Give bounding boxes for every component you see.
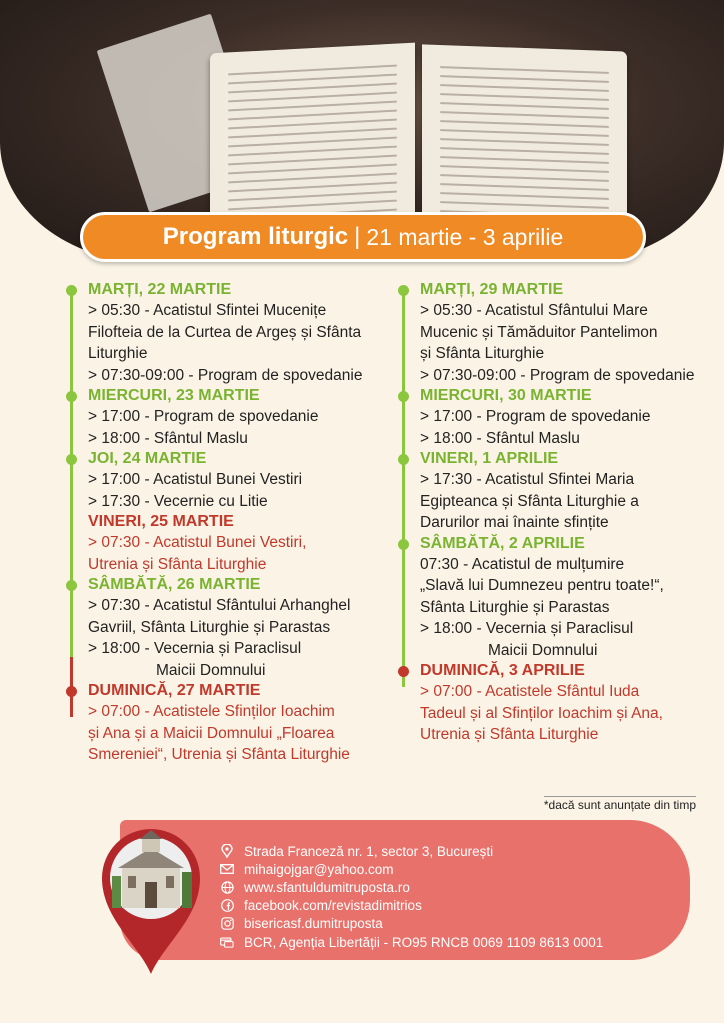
event-line: > 05:30 - Acatistul Sfântului Mare — [420, 302, 648, 319]
event-line: > 07:30 - Acatistul Sfântului Arhanghel — [88, 597, 351, 614]
event-line: > 17:00 - Program de spovedanie — [420, 408, 651, 425]
day-title: SÂMBĂTĂ, 2 APRILIE — [420, 534, 585, 552]
day-block — [400, 386, 710, 449]
day-title: MARȚI, 22 MARTIE — [88, 281, 232, 298]
event-line: Gavriil, Sfânta Liturghie și Parastas — [88, 618, 331, 636]
contact-instagram — [220, 915, 603, 933]
email-icon — [220, 862, 234, 876]
instagram-link[interactable]: bisericasf.dumitruposta — [244, 916, 383, 932]
event-line: > 18:00 - Vecernia și Paraclisul — [420, 620, 634, 637]
event-line: Egipteanca și Sfânta Liturghie a — [420, 492, 639, 510]
event-line: Mucenic și Tămăduitor Pantelimon — [420, 323, 658, 341]
event-line: Maicii Domnului — [156, 661, 266, 679]
bank-card-icon — [220, 935, 234, 949]
event-line: > 17:00 - Program de spovedanie — [88, 408, 319, 425]
banner-separator: | — [354, 223, 361, 250]
bank-account-text: BCR, Agenția Libertății - RO95 RNCB 0069 1109 8613 0001 — [244, 934, 604, 950]
timeline-dot — [66, 686, 77, 697]
event-line: Maicii Domnului — [488, 641, 598, 659]
facebook-icon — [220, 899, 234, 913]
banner-dates: 21 martie - 3 aprilie — [366, 223, 564, 250]
event-line: Smereniei“, Utrenia și Sfânta Liturghie — [88, 746, 350, 763]
timeline-dot — [66, 285, 77, 296]
contact-website — [220, 878, 603, 896]
day-title: MARȚI, 29 MARTIE — [420, 281, 564, 298]
timeline-dot — [398, 391, 409, 402]
day-block — [400, 280, 710, 386]
day-title: MIERCURI, 23 MARTIE — [88, 387, 260, 404]
day-block — [68, 386, 386, 449]
day-title: VINERI, 25 MARTIE — [88, 513, 234, 530]
event-line: 07:30 - Acatistul de mulțumire — [420, 555, 625, 573]
event-line: Utrenia și Sfânta Liturghie — [88, 555, 267, 573]
contact-email — [220, 860, 603, 878]
day-title: MIERCURI, 30 MARTIE — [420, 387, 592, 404]
day-block — [400, 449, 710, 534]
day-block — [68, 280, 386, 386]
timeline-dot — [66, 454, 77, 465]
event-line: > 17:00 - Acatistul Bunei Vestiri — [88, 471, 303, 488]
timeline-dot — [398, 454, 409, 465]
event-line: și Ana și a Maicii Domnului „Floarea — [88, 724, 335, 742]
timeline-dot — [398, 539, 409, 550]
address-text: Strada Franceză nr. 1, sector 3, București — [244, 843, 494, 859]
timeline-dot — [398, 285, 409, 296]
event-line: Filofteia de la Curtea de Argeș și Sfânta — [88, 323, 362, 341]
event-line: Utrenia și Sfânta Liturghie — [420, 726, 599, 743]
day-title: DUMINICĂ, 27 MARTIE — [88, 682, 261, 699]
event-line: > 18:00 - Sfântul Maslu — [420, 429, 580, 447]
event-line: > 05:30 - Acatistul Sfintei Mucenițe — [88, 302, 327, 319]
timeline-dot — [66, 391, 77, 402]
email-link[interactable]: mihaigojgar@yahoo.com — [244, 861, 394, 877]
event-line: > 18:00 - Vecernia și Paraclisul — [88, 640, 302, 657]
event-line: Sfânta Liturghie și Parastas — [420, 598, 610, 616]
day-block-feast — [68, 512, 386, 575]
footnote: *dacă sunt anunțate din timp — [543, 798, 696, 812]
event-line: Darurilor mai înainte sfințite — [420, 514, 609, 531]
contact-bank — [220, 933, 603, 951]
timeline-dot — [66, 517, 77, 528]
day-title: VINERI, 1 APRILIE — [420, 450, 559, 467]
event-line: > 18:00 - Sfântul Maslu — [88, 429, 248, 447]
day-block-feast — [400, 661, 710, 746]
facebook-link[interactable]: facebook.com/revistadimitrios — [244, 898, 422, 914]
location-pin-church-photo — [98, 826, 204, 976]
website-link[interactable]: www.sfantuldumitruposta.ro — [244, 879, 410, 895]
day-title: DUMINICĂ, 3 APRILIE — [420, 662, 585, 679]
event-line: Liturghie — [88, 345, 148, 362]
event-line: > 07:30-09:00 - Program de spovedanie — [420, 366, 695, 384]
event-line: > 07:00 - Acatistele Sfinților Ioachim — [88, 703, 335, 720]
schedule-right-column — [400, 280, 710, 746]
day-title: JOI, 24 MARTIE — [88, 450, 207, 467]
location-icon — [220, 844, 234, 858]
event-line: > 17:30 - Acatistul Sfintei Maria — [420, 471, 635, 488]
day-title: SÂMBĂTĂ, 26 MARTIE — [88, 576, 261, 593]
contact-facebook — [220, 897, 603, 915]
event-line: Tadeul și al Sfinților Ioachim și Ana, — [420, 704, 663, 722]
event-line: > 07:00 - Acatistele Sfântul Iuda — [420, 683, 640, 700]
schedule-left-column — [68, 280, 386, 766]
event-line: „Slavă lui Dumnezeu pentru toate!“, — [420, 577, 664, 594]
banner-title: Program liturgic — [162, 223, 349, 250]
contact-address — [220, 842, 603, 860]
event-line: și Sfânta Liturghie — [420, 345, 545, 362]
day-block-feast — [68, 681, 386, 766]
event-line: > 07:30 - Acatistul Bunei Vestiri, — [88, 534, 307, 551]
program-banner — [80, 212, 646, 262]
day-block — [400, 534, 710, 662]
timeline-dot — [66, 580, 77, 591]
timeline-dot — [398, 666, 409, 677]
day-block — [68, 449, 386, 512]
day-block — [68, 575, 386, 681]
contact-list — [220, 842, 603, 951]
instagram-icon — [220, 917, 234, 931]
event-line: > 07:30-09:00 - Program de spovedanie — [88, 366, 363, 384]
globe-icon — [220, 880, 234, 894]
event-line: > 17:30 - Vecernie cu Litie — [88, 492, 268, 510]
